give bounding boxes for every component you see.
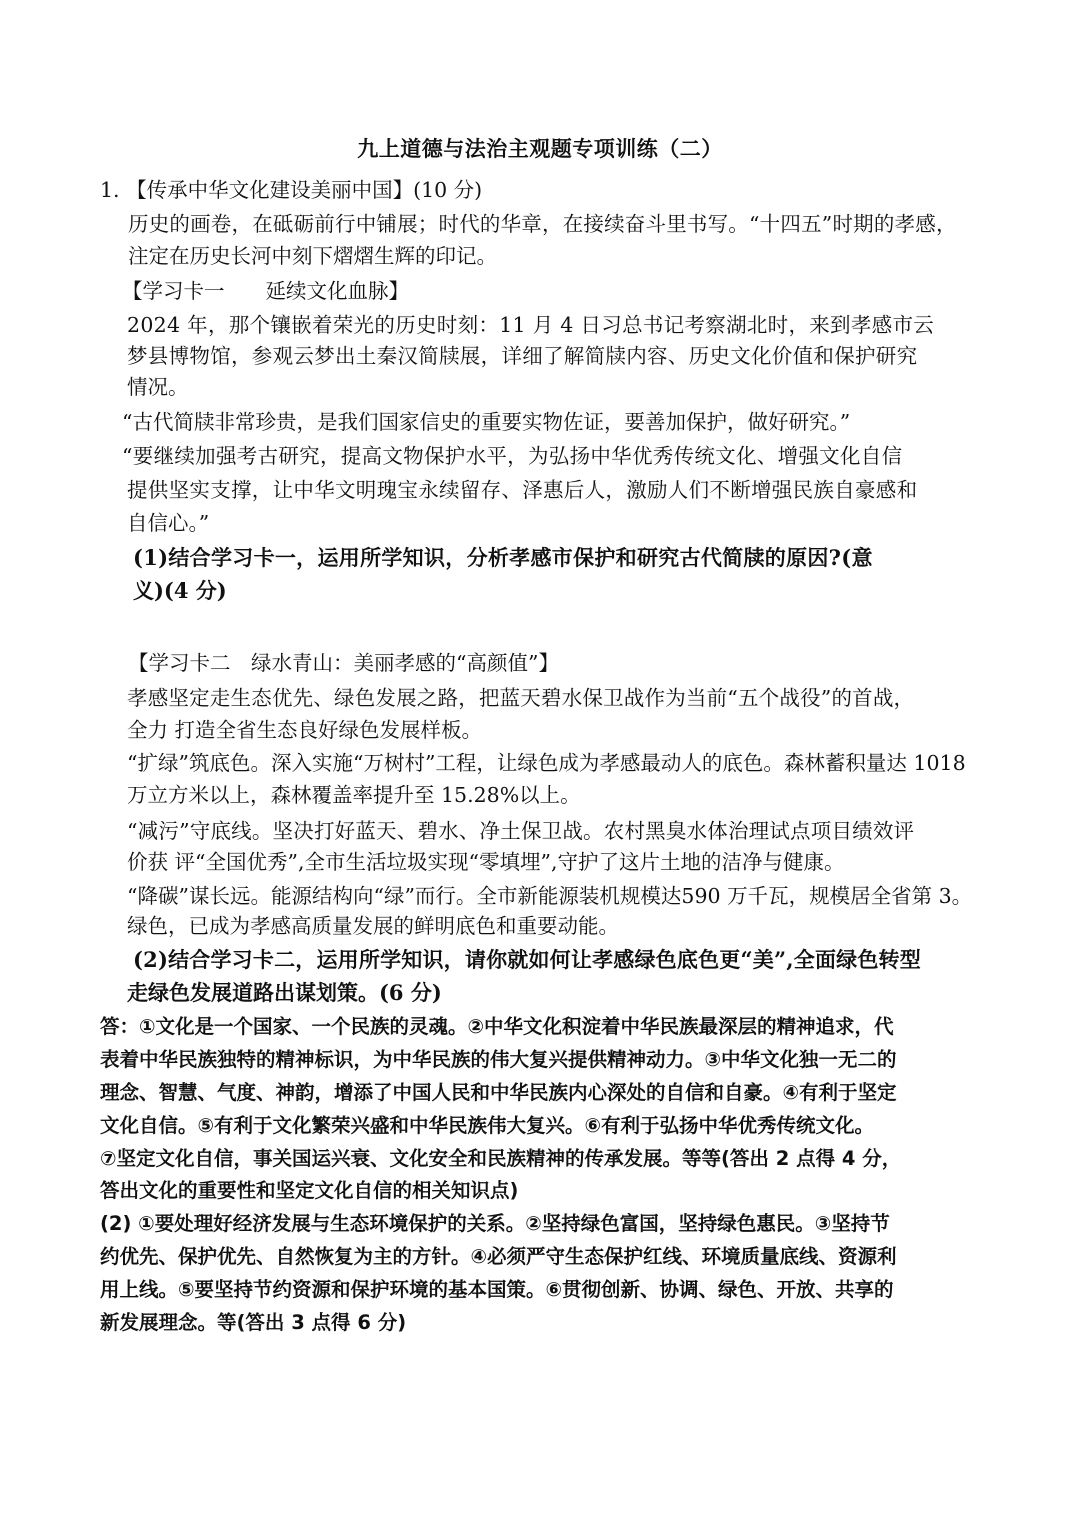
document-title: 九上道德与法治主观题专项训练（二）	[357, 136, 723, 161]
card-2-line: “降碳”谋长远。能源结构向“绿”而行。全市新能源装机规模达590 万千瓦，规模居全省第 3。	[127, 884, 973, 908]
answer-2-line: (2) ①要处理好经济发展与生态环境保护的关系。②坚持绿色富国，坚持绿色惠民。③坚持节	[100, 1212, 890, 1235]
answer-2-line: 用上线。⑤要坚持节约资源和保护环境的基本国策。⑥贯彻创新、协调、绿色、开放、共享的	[100, 1278, 894, 1301]
intro-line: 历史的画卷，在砥砺前行中铺展；时代的华章，在接续奋斗里书写。“十四五”时期的孝感，	[128, 212, 957, 236]
card-1-line: “古代简牍非常珍贵，是我们国家信史的重要实物佐证，要善加保护，做好研究。”	[122, 410, 851, 434]
card-1-line: 自信心。”	[127, 511, 210, 535]
card-1-line: 提供坚实支撑，让中华文明瑰宝永续留存、泽惠后人，激励人们不断增强民族自豪感和	[127, 478, 918, 502]
answer-1-line: ⑦坚定文化自信，事关国运兴衰、文化安全和民族精神的传承发展。等等(答出 2 点得 4 分，	[100, 1147, 902, 1170]
intro-line: 注定在历史长河中刻下熠熠生辉的印记。	[128, 244, 497, 268]
sub-question-1: 义)(4 分)	[133, 578, 227, 603]
sub-question-1: (1)结合学习卡一，运用所学知识，分析孝感市保护和研究古代简牍的原因?(意	[133, 545, 873, 570]
answer-1-line: 文化自信。⑤有利于文化繁荣兴盛和中华民族伟大复兴。⑥有利于弘扬中华优秀传统文化。	[100, 1114, 875, 1137]
question-1-header: 1. 【传承中华文化建设美丽中国】(10 分)	[100, 178, 483, 202]
answer-1-line: 答：①文化是一个国家、一个民族的灵魂。②中华文化积淀着中华民族最深层的精神追求，代	[100, 1015, 894, 1038]
card-2-line: 万立方米以上，森林覆盖率提升至 15.28%以上。	[127, 783, 581, 807]
card-2-line: 全力 打造全省生态良好绿色发展样板。	[127, 718, 483, 742]
answer-1-line: 答出文化的重要性和坚定文化自信的相关知识点)	[100, 1179, 519, 1202]
card-1-line: 2024 年，那个镶嵌着荣光的历史时刻：11 月 4 日习总书记考察湖北时，来到孝感市云	[127, 313, 935, 337]
card-2-line: 价获 评“全国优秀”,全市生活垃圾实现“零填埋”,守护了这片土地的洁净与健康。	[127, 850, 845, 874]
answer-2-line: 约优先、保护优先、自然恢复为主的方针。④必须严守生态保护红线、环境质量底线、资源利	[100, 1245, 897, 1268]
answer-1-line: 表着中华民族独特的精神标识，为中华民族的伟大复兴提供精神动力。③中华文化独一无二的	[100, 1048, 897, 1071]
sub-question-2: (2)结合学习卡二，运用所学知识，请你就如何让孝感绿色底色更“美”,全面绿色转型	[133, 947, 921, 972]
card-2-line: “减污”守底线。坚决打好蓝天、碧水、净土保卫战。农村黑臭水体治理试点项目绩效评	[127, 819, 915, 843]
card-2-header: 【学习卡二 绿水青山：美丽孝感的“高颜值”】	[128, 651, 559, 675]
answer-1-line: 理念、智慧、气度、神韵，增添了中国人民和中华民族内心深处的自信和自豪。④有利于坚定	[100, 1081, 897, 1104]
answer-2-line: 新发展理念。等(答出 3 点得 6 分)	[100, 1311, 407, 1334]
card-2-line: 孝感坚定走生态优先、绿色发展之路，把蓝天碧水保卫战作为当前“五个战役”的首战，	[127, 686, 915, 710]
card-2-line: “扩绿”筑底色。深入实施“万树村”工程，让绿色成为孝感最动人的底色。森林蓄积量达 1018	[127, 751, 966, 775]
sub-question-2: 走绿色发展道路出谋划策。(6 分)	[127, 980, 442, 1005]
card-1-line: 梦县博物馆，参观云梦出土秦汉简牍展，详细了解简牍内容、历史文化价值和保护研究	[127, 344, 918, 368]
card-2-line: 绿色，已成为孝感高质量发展的鲜明底色和重要动能。	[127, 914, 619, 938]
card-1-line: “要继续加强考古研究，提高文物保护水平，为弘扬中华优秀传统文化、增强文化自信	[122, 444, 903, 468]
card-1-header: 【学习卡一 延续文化血脉】	[122, 279, 409, 303]
card-1-line: 情况。	[127, 375, 189, 399]
